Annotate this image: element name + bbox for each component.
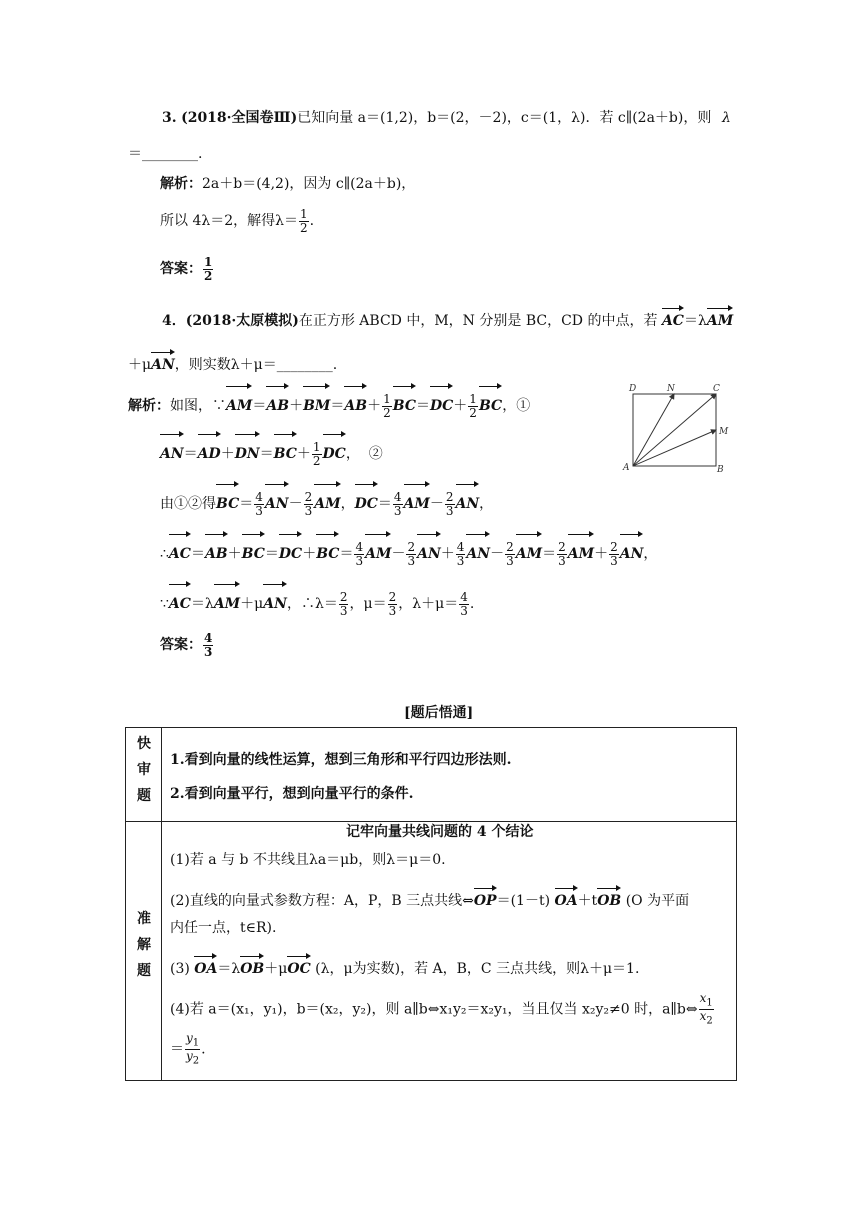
- row1-item-1: 1.看到向量的线性运算，想到三角形和平行四边形法则.: [170, 752, 512, 768]
- conclusion-2-cont: 内任一点，t∈R).: [170, 920, 277, 936]
- summary-table: [125, 727, 737, 1081]
- q3-analysis-2: 所以 4λ＝2，解得λ＝ $\frac{1}{2}$ .: [160, 206, 315, 235]
- q3-blank: ＝________.: [128, 146, 203, 162]
- conclusion-3: (3) OA＝λOB＋μOC (λ，μ为实数)，若 A，B，C 三点共线，则λ＋μ＝1.: [170, 954, 639, 979]
- row2-header: 准 解 题: [137, 911, 151, 979]
- q3-analysis-1: 解析：2a＋b＝(4,2)，因为 c∥(2a＋b)，: [160, 176, 416, 192]
- conclusion-4: (4)若 a＝(x₁，y₁)，b＝(x₂，y₂)，则 a∥b⇔x₁y₂＝x₂y₁，当且仅当 x₂y₂≠0 时，a∥b⇔ $\frac{x_1}{x_2}$: [170, 991, 713, 1027]
- conclusion-4-cont: ＝ $\frac{y_1}{y_2}$ .: [170, 1031, 206, 1067]
- q4-analysis-1: 解析：如图，∵AM＝AB＋BM＝AB＋ $\frac{1}{2}$ BC＝DC＋ $\frac{1}{2}$ BC，①: [128, 384, 530, 423]
- conclusion-1: (1)若 a 与 b 不共线且λa＝μb，则λ＝μ＝0.: [170, 852, 446, 868]
- fig-label-a: A: [623, 463, 630, 473]
- fig-label-n: N: [667, 384, 675, 394]
- conclusion-2: (2)直线的向量式参数方程：A，P，B 三点共线⇔OP＝(1－t) OA＋tOB (O 为平面: [170, 886, 689, 911]
- row2-title: 记牢向量共线问题的 4 个结论: [346, 824, 534, 840]
- q4-analysis-3: 由①②得BC＝ $\frac{4}{3}$ AN－ $\frac{2}{3}$ AM，DC＝ $\frac{4}{3}$ AM－ $\frac{2}{3}$ AN，: [160, 482, 493, 521]
- row1-item-2: 2.看到向量平行，想到向量平行的条件.: [170, 786, 414, 802]
- q4-analysis-4: ∴AC＝AB＋BC＝DC＋BC＝ $\frac{4}{3}$ AM－ $\frac{2}{3}$ AN＋ $\frac{4}{3}$ AN－ $\frac{2}{3}$ AM＝ $\frac{2}{3}$ AM＋ $\frac{2}{3}$ AN，: [160, 532, 657, 571]
- fig-label-b: B: [717, 465, 724, 475]
- section-title: [题后悟通]: [404, 705, 474, 721]
- q3-answer: 答案： $\frac{1}{2}$: [160, 254, 213, 283]
- fig-label-c: C: [713, 384, 720, 394]
- q3-lambda: λ: [722, 110, 731, 126]
- square-figure: [620, 380, 730, 475]
- row1-header: 快 审 题: [137, 736, 151, 804]
- q3-stem: 3. (2018·全国卷Ⅲ)已知向量 a＝(1,2)，b＝(2，－2)，c＝(1，λ)．若 c∥(2a＋b)，则: [162, 110, 712, 126]
- fig-label-d: D: [629, 384, 637, 394]
- fig-label-m: M: [719, 427, 729, 437]
- q4-stem-b: ＋μAN，则实数λ＋μ＝________.: [128, 350, 337, 375]
- q4-answer: 答案： $\frac{4}{3}$: [160, 630, 213, 659]
- q4-stem-a: 4．(2018·太原模拟)在正方形 ABCD 中，M，N 分别是 BC，CD 的中点，若 AC＝λAM: [162, 306, 733, 331]
- q4-analysis-2: AN＝AD＋DN＝BC＋ $\frac{1}{2}$ DC， ②: [160, 432, 383, 471]
- q4-analysis-5: ∵AC＝λAM＋μAN，∴λ＝ $\frac{2}{3}$ ，μ＝ $\frac{2}{3}$ ，λ＋μ＝ $\frac{4}{3}$ .: [160, 582, 474, 621]
